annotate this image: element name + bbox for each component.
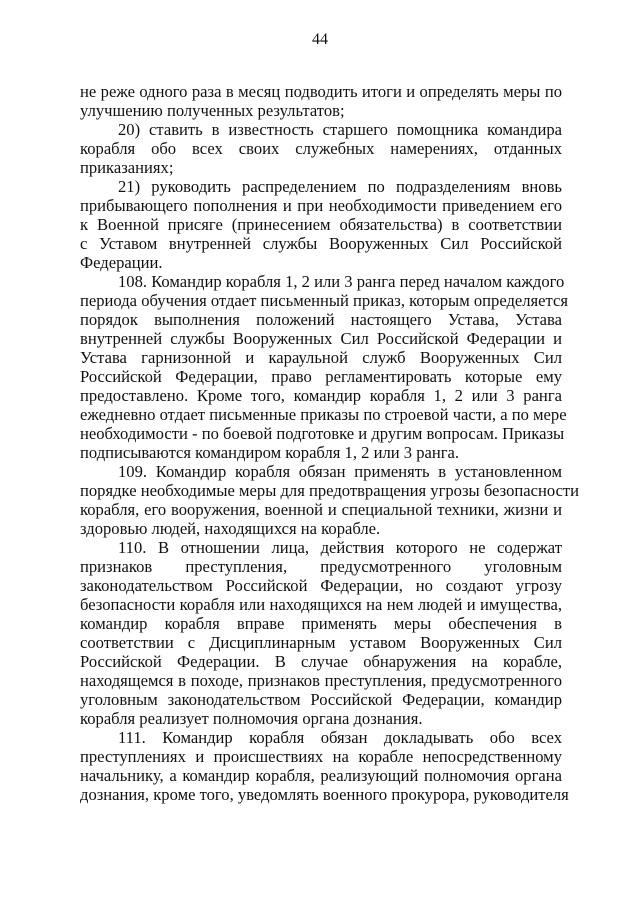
text-line: 109. Командир корабля обязан применять в установленном [118, 462, 562, 481]
text-line: дознания, кроме того, уведомлять военного прокурора, руководителя [80, 785, 569, 804]
text-line: Устава гарнизонной и караульной служб Вооруженных Сил [80, 348, 562, 367]
text-line: ежедневно отдает письменные приказы по строевой части, а по мере [80, 405, 567, 424]
text-line: безопасности корабля или находящихся на нем людей и имущества, [80, 595, 562, 614]
text-line: не реже одного раза в месяц подводить итоги и определять меры по [80, 82, 562, 101]
text-line: соответствии с Дисциплинарным уставом Вооруженных Сил [80, 633, 562, 652]
text-line: здоровью людей, находящихся на корабле. [80, 519, 381, 538]
text-line: корабля реализует полномочия органа дознания. [80, 709, 423, 728]
paragraph-continuation [80, 82, 562, 120]
text-line: приказаниях; [80, 158, 174, 177]
text-line: 21) руководить распределением по подразделениям вновь [118, 177, 562, 196]
text-line: необходимости - по боевой подготовке и другим вопросам. Приказы [80, 424, 565, 443]
text-line: командир корабля вправе применять меры обеспечения в [80, 614, 562, 633]
text-line: Федерации. [80, 253, 163, 272]
text-line: периода обучения отдает письменный приказ, которым определяется [80, 291, 568, 310]
text-line: корабля, его вооружения, военной и специальной техники, жизни и [80, 500, 562, 519]
text-line: предоставлено. Кроме того, командир корабля 1, 2 или 3 ранга [80, 386, 562, 405]
text-line: законодательством Российской Федерации, но создают угрозу [80, 576, 562, 595]
text-line: преступлениях и происшествиях на корабле непосредственному [80, 747, 562, 766]
document-body [80, 82, 580, 804]
paragraph-item-21 [80, 177, 562, 272]
text-line: Российской Федерации. В случае обнаружения на корабле, [80, 652, 562, 671]
text-line: прибывающего пополнения и при необходимости приведением его [80, 196, 562, 215]
text-line: порядке необходимые меры для предотвращения угрозы безопасности [80, 481, 580, 500]
text-line: уголовным законодательством Российской Федерации, командир [80, 690, 562, 709]
paragraph-section-111 [80, 728, 569, 804]
text-line: подписываются командиром корабля 1, 2 или 3 ранга. [80, 443, 460, 462]
text-line: внутренней службы Вооруженных Сил Российской Федерации и [80, 329, 562, 348]
text-line: Российской Федерации, право регламентировать которые ему [80, 367, 562, 386]
text-line: порядок выполнения положений настоящего Устава, Устава [80, 310, 562, 329]
text-line: 108. Командир корабля 1, 2 или 3 ранга перед началом каждого [118, 272, 565, 291]
paragraph-item-20 [80, 120, 562, 177]
text-line: улучшению полученных результатов; [80, 101, 345, 120]
text-line: 20) ставить в известность старшего помощника командира [118, 120, 562, 139]
text-line: 111. Командир корабля обязан докладывать обо всех [118, 728, 562, 747]
text-line: признаков преступления, предусмотренного уголовным [80, 557, 562, 576]
paragraph-section-108 [80, 272, 568, 462]
text-line: к Военной присяге (принесением обязательства) в соответствии [80, 215, 562, 234]
text-line: начальнику, а командир корабля, реализующий полномочия органа [80, 766, 562, 785]
text-line: 110. В отношении лица, действия которого не содержат [118, 538, 562, 557]
paragraph-section-110 [80, 538, 562, 728]
text-line: находящемся в походе, признаков преступления, предусмотренного [80, 671, 562, 690]
page-number: 44 [312, 31, 328, 48]
paragraph-section-109 [80, 462, 580, 538]
text-line: корабля обо всех своих служебных намерениях, отданных [80, 139, 562, 158]
text-line: с Уставом внутренней службы Вооруженных Сил Российской [80, 234, 562, 253]
